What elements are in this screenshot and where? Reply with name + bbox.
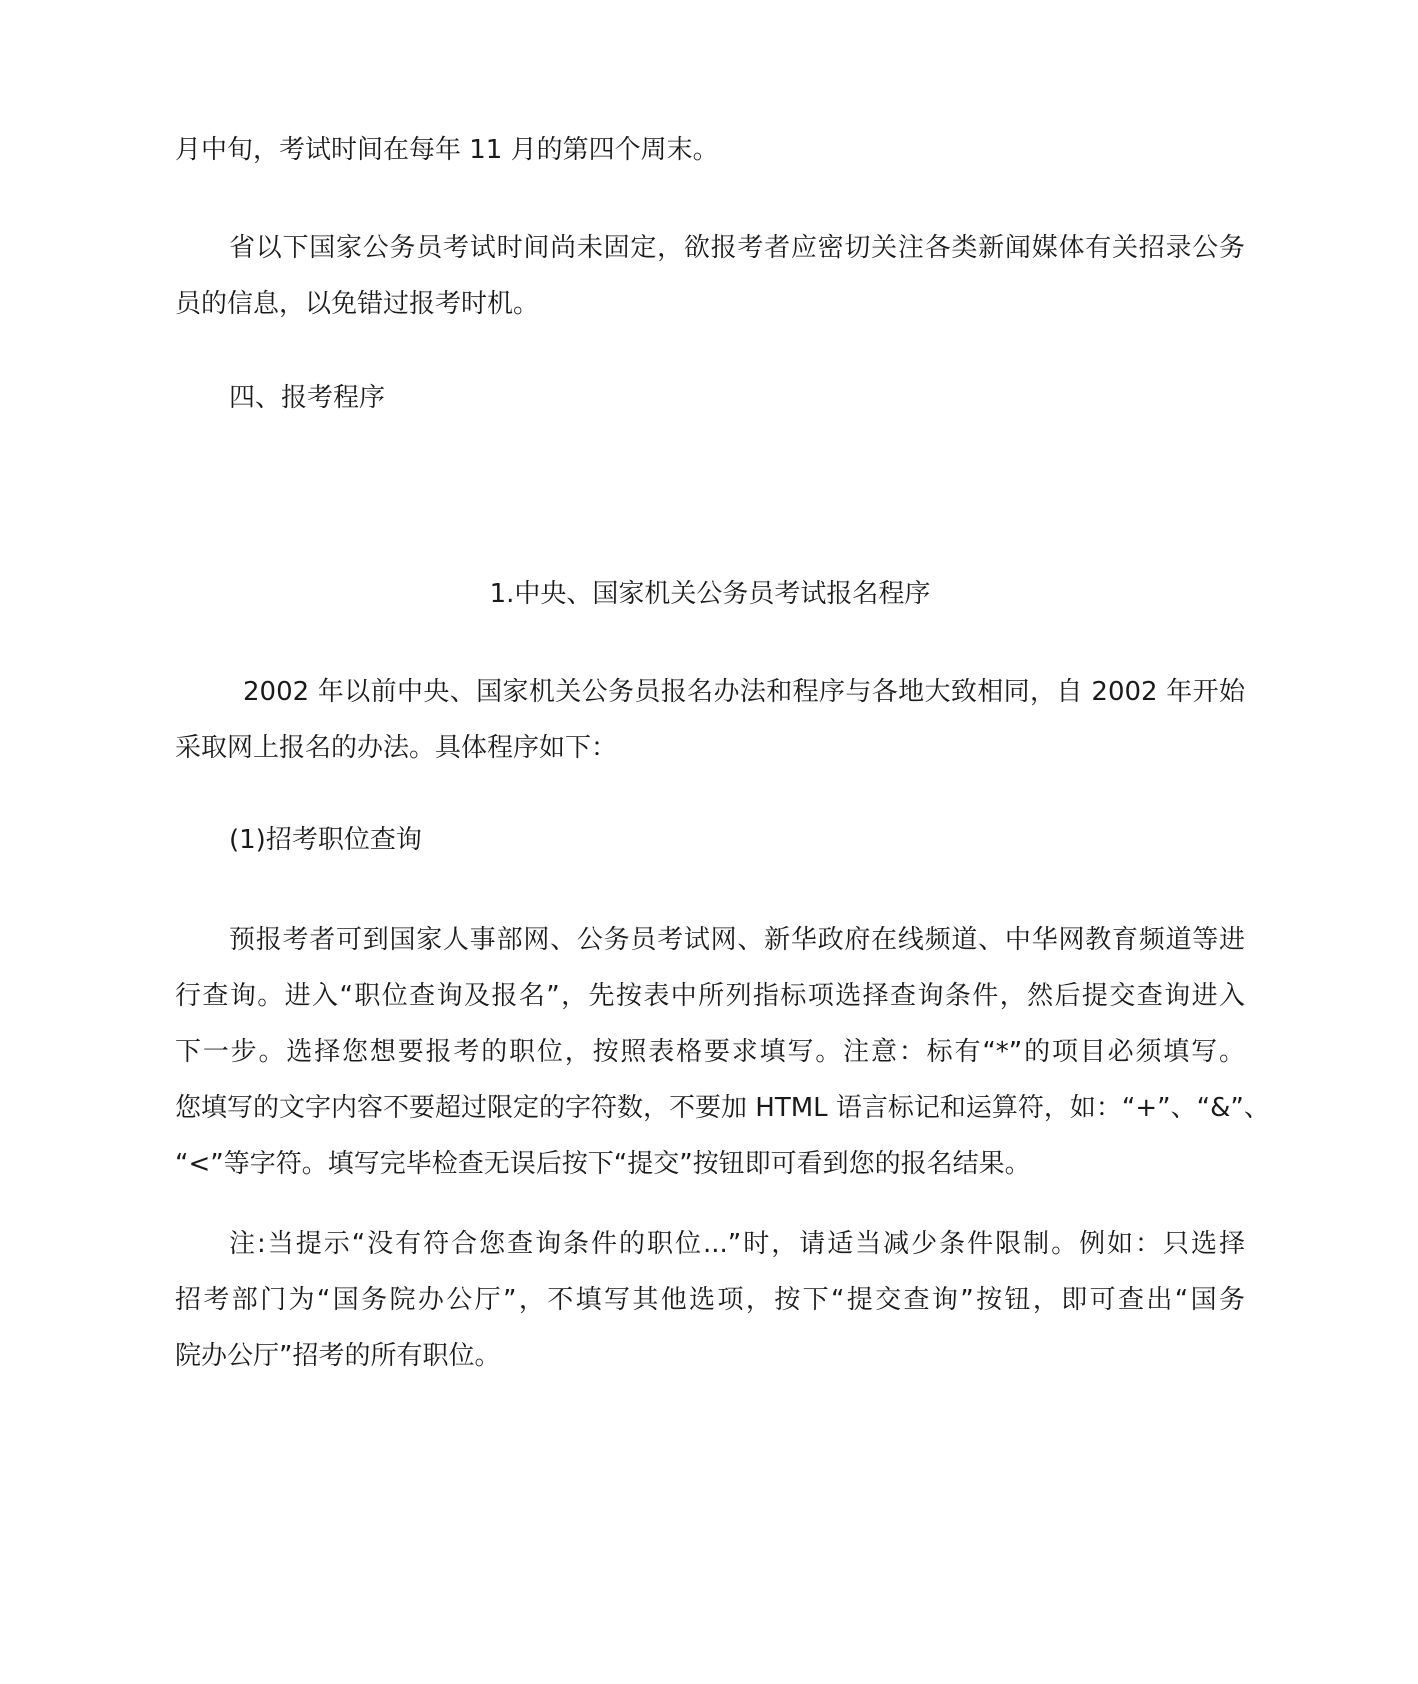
paragraph-provincial-exam <box>175 220 1245 332</box>
text-line: 您填写的文字内容不要超过限定的字符数，不要加 HTML 语言标记和运算符，如：“+”、“&”、 <box>175 1093 1270 1123</box>
heading-text: 四、报考程序 <box>229 383 386 413</box>
text-line: “<”等字符。填写完毕检查无误后按下“提交”按钮即可看到您的报名结果。 <box>175 1149 1031 1179</box>
paragraph-note <box>175 1216 1245 1384</box>
text-line: 院办公厅”招考的所有职位。 <box>175 1341 501 1371</box>
text-line: 注:当提示“没有符合您查询条件的职位...”时，请适当减少条件限制。例如：只选择 <box>229 1229 1245 1259</box>
text-line: 行查询。进入“职位查询及报名”，先按表中所列指标项选择查询条件，然后提交查询进入 <box>175 981 1245 1011</box>
list-item-position-query <box>175 812 1245 868</box>
text-line: 采取网上报名的办法。具体程序如下： <box>175 733 618 763</box>
paragraph-exam-timing <box>175 122 1245 178</box>
text-line: 预报考者可到国家人事部网、公务员考试网、新华政府在线频道、中华网教育频道等进 <box>229 925 1245 955</box>
text-line: 员的信息，以免错过报考时机。 <box>175 289 540 319</box>
text-line: 招考部门为“国务院办公厅”，不填写其他选项，按下“提交查询”按钮，即可查出“国务 <box>175 1285 1245 1315</box>
paragraph-online-registration <box>175 664 1245 776</box>
text-line: 2002 年以前中央、国家机关公务员报名办法和程序与各地大致相同，自 2002 年开始 <box>243 677 1245 707</box>
subheading-central-registration <box>175 566 1245 622</box>
text-line: 下一步。选择您想要报考的职位，按照表格要求填写。注意：标有“*”的项目必须填写。 <box>175 1037 1245 1067</box>
section-heading <box>175 370 1245 426</box>
paragraph-query-instructions <box>175 912 1270 1192</box>
text-line: 月中旬，考试时间在每年 11 月的第四个周末。 <box>175 135 719 165</box>
item-text: (1)招考职位查询 <box>229 825 422 855</box>
text-line: 省以下国家公务员考试时间尚未固定，欲报考者应密切关注各类新闻媒体有关招录公务 <box>229 233 1245 263</box>
subheading-text: 1.中央、国家机关公务员考试报名程序 <box>489 579 931 609</box>
